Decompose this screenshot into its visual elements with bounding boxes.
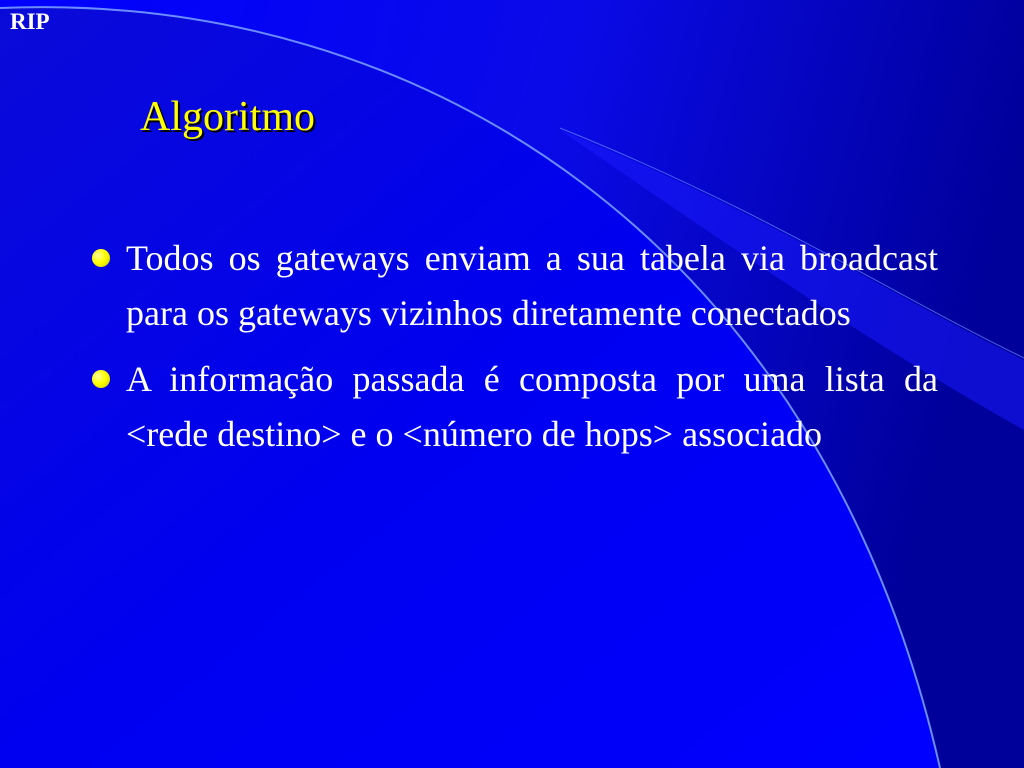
bullet-dot-icon (92, 249, 110, 267)
section-label: RIP (10, 9, 50, 34)
bullet-item (88, 352, 938, 462)
bullet-text: Todos os gateways enviam a sua tabela via broadcast para os gateways vizinhos diretamente conectados (126, 238, 938, 333)
bullet-text: A informação passada é composta por uma lista da <rede destino> e o <número de hops> associado (126, 359, 938, 454)
bullet-list (88, 231, 938, 473)
bullet-dot-icon (92, 370, 110, 388)
bullet-item (88, 231, 938, 341)
slide-title: Algoritmo (140, 94, 315, 140)
